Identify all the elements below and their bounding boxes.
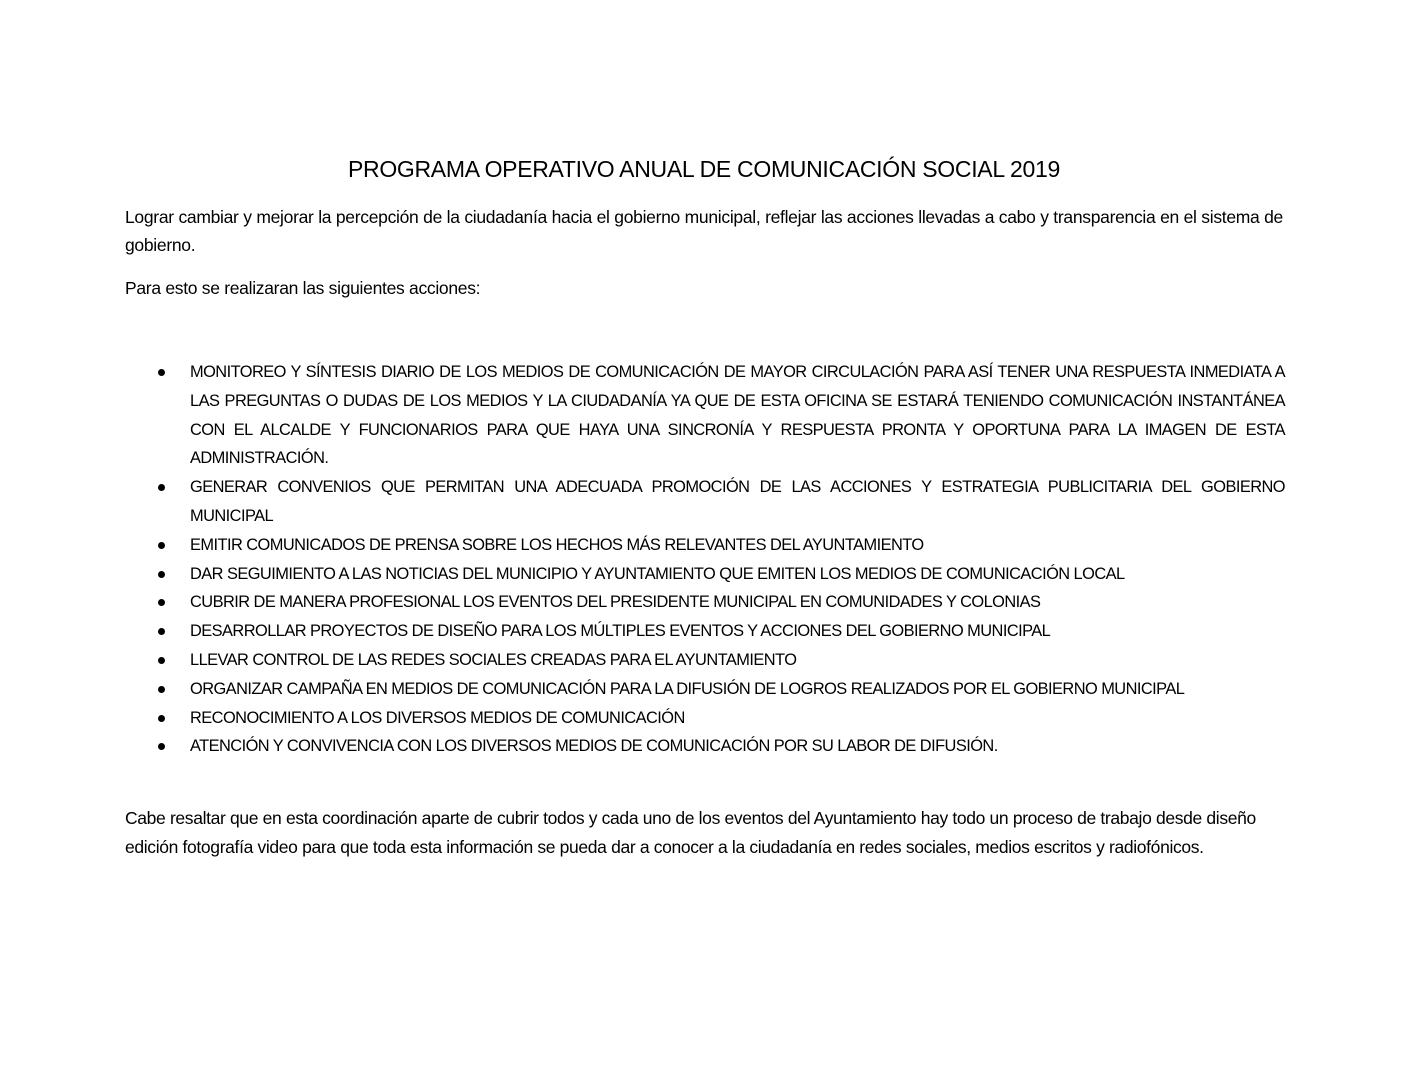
list-item-text: CUBRIR DE MANERA PROFESIONAL LOS EVENTOS DEL PRESIDENTE MUNICIPAL EN COMUNIDADES Y COLONIAS — [190, 593, 1041, 612]
lead-paragraph: Para esto se realizaran las siguientes acciones: — [125, 278, 481, 298]
list-item-text: RECONOCIMIENTO A LOS DIVERSOS MEDIOS DE COMUNICACIÓN — [190, 708, 685, 727]
list-item — [125, 358, 1285, 473]
list-item-text: DESARROLLAR PROYECTOS DE DISEÑO PARA LOS MÚLTIPLES EVENTOS Y ACCIONES DEL GOBIERNO MUNICIPAL — [190, 622, 1051, 641]
list-item — [125, 617, 1285, 646]
actions-list — [125, 358, 1285, 761]
list-item — [125, 675, 1285, 704]
bullet-icon — [158, 686, 165, 693]
list-item — [125, 560, 1285, 589]
list-item-text: MONITOREO Y SÍNTESIS DIARIO DE LOS MEDIOS DE COMUNICACIÓN DE MAYOR CIRCULACIÓN PARA ASÍ TENER UNA RESPUESTA INMEDIATA A LAS PREGUNTAS O DUDAS DE LOS MEDIOS Y LA CIUDADANÍA YA QUE DE ESTA OFICINA SE ESTARÁ TENIENDO COMUNICACIÓN INSTANTÁNEA CON EL ALCALDE Y FUNCIONARIOS PARA QUE HAYA UNA SINCRONÍA Y RESPUESTA PRONTA Y OPORTUNA PARA LA IMAGEN DE ESTA ADMINISTRACIÓN. — [190, 363, 1285, 468]
intro-paragraph: Lograr cambiar y mejorar la percepción de la ciudadanía hacia el gobierno municipal, reflejar las acciones llevadas a cabo y transparencia en el sistema de gobierno. — [125, 207, 1283, 255]
list-item — [125, 588, 1285, 617]
bullet-icon — [158, 542, 165, 549]
list-item-text: LLEVAR CONTROL DE LAS REDES SOCIALES CREADAS PARA EL AYUNTAMIENTO — [190, 650, 797, 669]
bullet-icon — [158, 484, 165, 491]
list-item-text: EMITIR COMUNICADOS DE PRENSA SOBRE LOS HECHOS MÁS RELEVANTES DEL AYUNTAMIENTO — [190, 535, 924, 554]
list-item-text: ATENCIÓN Y CONVIVENCIA CON LOS DIVERSOS MEDIOS DE COMUNICACIÓN POR SU LABOR DE DIFUSIÓN. — [190, 737, 998, 756]
list-item — [125, 704, 1285, 733]
bullet-icon — [158, 743, 165, 750]
list-item — [125, 531, 1285, 560]
document-title: PROGRAMA OPERATIVO ANUAL DE COMUNICACIÓN SOCIAL 2019 — [347, 156, 1061, 182]
bullet-icon — [158, 657, 165, 664]
list-item-text: ORGANIZAR CAMPAÑA EN MEDIOS DE COMUNICACIÓN PARA LA DIFUSIÓN DE LOGROS REALIZADOS POR EL GOBIERNO MUNICIPAL — [190, 679, 1185, 698]
bullet-icon — [158, 369, 165, 376]
list-item — [125, 646, 1285, 675]
bullet-icon — [158, 571, 165, 578]
list-item-text: DAR SEGUIMIENTO A LAS NOTICIAS DEL MUNICIPIO Y AYUNTAMIENTO QUE EMITEN LOS MEDIOS DE COMUNICACIÓN LOCAL — [190, 564, 1125, 583]
list-item — [125, 473, 1285, 531]
list-item-text: GENERAR CONVENIOS QUE PERMITAN UNA ADECUADA PROMOCIÓN DE LAS ACCIONES Y ESTRATEGIA PUBLICITARIA DEL GOBIERNO MUNICIPAL — [190, 478, 1285, 525]
closing-paragraph: Cabe resaltar que en esta coordinación aparte de cubrir todos y cada uno de los eventos del Ayuntamiento hay todo un proceso de trabajo desde diseño edición fotografía video para que toda esta información se pueda dar a conocer a la ciudadanía en redes sociales, medios escritos y radiofónicos. — [125, 808, 1256, 857]
bullet-icon — [158, 715, 165, 722]
bullet-icon — [158, 599, 165, 606]
bullet-icon — [158, 628, 165, 635]
list-item — [125, 732, 1285, 761]
